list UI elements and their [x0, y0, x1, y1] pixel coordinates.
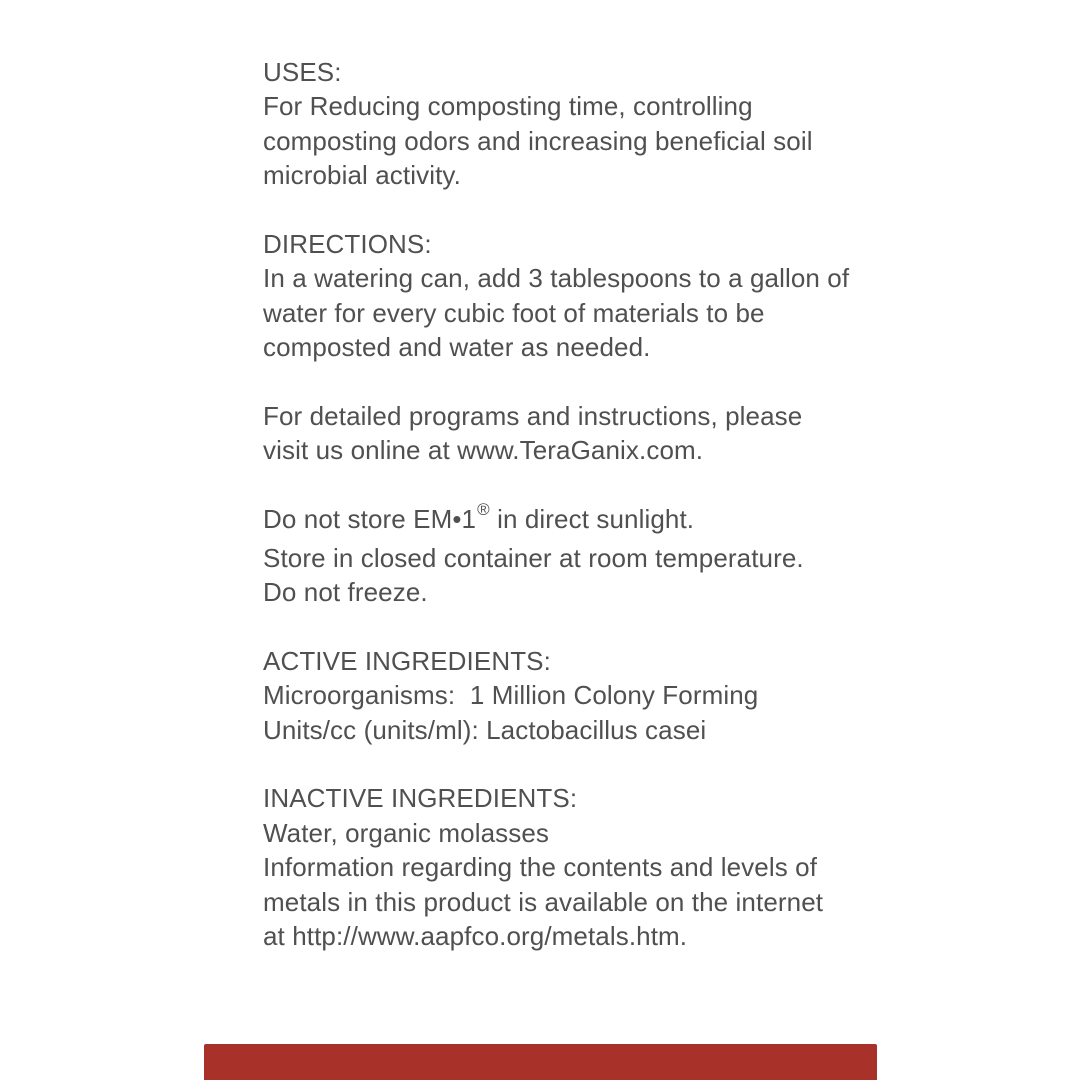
storage-line: Do not freeze.: [263, 577, 428, 608]
uses-line: microbial activity.: [263, 160, 461, 191]
storage-prefix: Do not store EM•1: [263, 504, 477, 535]
online-section: [263, 399, 903, 468]
inactive-ingredients-line: at http://www.aapfco.org/metals.htm.: [263, 921, 688, 952]
storage-line-sunlight: [263, 502, 903, 540]
inactive-ingredients-line: Water, organic molasses: [263, 817, 550, 848]
active-ingredients-section: [263, 644, 903, 747]
online-line: visit us online at www.TeraGanix.com.: [263, 435, 704, 466]
directions-line: water for every cubic foot of materials to be: [263, 297, 765, 328]
uses-line: For Reducing composting time, controlling: [263, 91, 753, 122]
uses-heading: USES:: [263, 57, 342, 87]
label-bottom-band: [204, 1044, 877, 1080]
product-label-text: [263, 55, 903, 953]
inactive-ingredients-heading: INACTIVE INGREDIENTS:: [263, 783, 578, 814]
inactive-ingredients-line: metals in this product is available on the internet: [263, 886, 824, 917]
active-ingredients-heading: ACTIVE INGREDIENTS:: [263, 645, 551, 676]
active-ingredients-line: Units/cc (units/ml): Lactobacillus casei: [263, 714, 707, 745]
uses-section: [263, 55, 903, 193]
registered-mark: ®: [477, 500, 490, 520]
directions-line: composted and water as needed.: [263, 332, 651, 363]
storage-line: Store in closed container at room temperature.: [263, 542, 804, 573]
online-line: For detailed programs and instructions, please: [263, 401, 803, 432]
inactive-ingredients-line: Information regarding the contents and levels of: [263, 852, 818, 883]
directions-line: In a watering can, add 3 tablespoons to a gallon of: [263, 263, 850, 294]
uses-line: composting odors and increasing beneficial soil: [263, 125, 813, 156]
directions-section: [263, 227, 903, 365]
active-ingredients-line: Microorganisms: 1 Million Colony Forming: [263, 680, 759, 711]
inactive-ingredients-section: [263, 781, 903, 953]
storage-suffix: in direct sunlight.: [489, 504, 695, 535]
storage-section: [263, 502, 903, 609]
directions-heading: DIRECTIONS:: [263, 229, 432, 260]
